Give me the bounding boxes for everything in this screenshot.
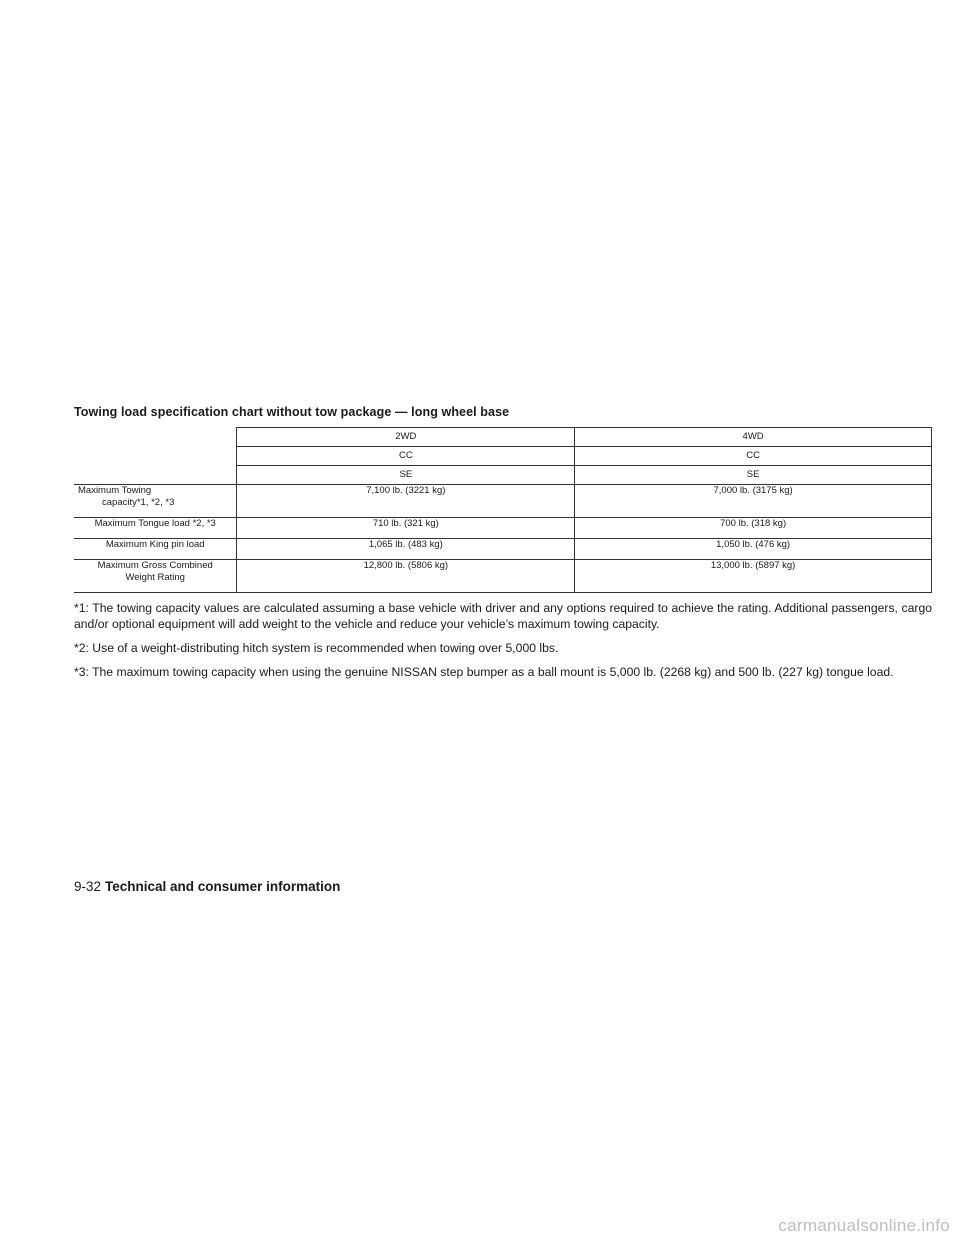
watermark-link[interactable]: carmanualsonline.info xyxy=(778,1216,950,1235)
row-label-line1: Maximum Tongue load *2, *3 xyxy=(94,518,216,529)
table-cell: 13,000 lb. (5897 kg) xyxy=(575,560,932,593)
table-header-row xyxy=(74,428,932,447)
row-label-line1: Maximum Towing xyxy=(78,485,152,496)
table-cell: 1,065 lb. (483 kg) xyxy=(237,539,575,560)
table-corner-cell xyxy=(74,428,237,485)
table-row xyxy=(74,485,932,518)
footnote: *1: The towing capacity values are calculated assuming a base vehicle with driver and any options required to achieve the rating. Additional passengers, cargo and/or optional equipment will add weight to the vehicle and reduce your vehicle’s maximum towing capacity. xyxy=(74,601,932,631)
section-title: Towing load specification chart without tow package — long wheel base xyxy=(74,405,510,419)
page-footer xyxy=(74,879,340,894)
table-row xyxy=(74,560,932,593)
header-cell: SE xyxy=(575,466,932,485)
header-cell: 4WD xyxy=(575,428,932,447)
table-cell: 7,100 lb. (3221 kg) xyxy=(237,485,575,518)
towing-spec-table xyxy=(74,427,932,593)
header-cell: CC xyxy=(237,447,575,466)
row-label-line2: Weight Rating xyxy=(125,572,185,583)
footer-section-title: Technical and consumer information xyxy=(105,879,341,894)
table-row xyxy=(74,518,932,539)
row-label-line1: Maximum Gross Combined xyxy=(97,560,213,571)
header-cell: SE xyxy=(237,466,575,485)
row-label xyxy=(74,518,237,539)
row-label xyxy=(74,485,237,518)
table-cell: 7,000 lb. (3175 kg) xyxy=(575,485,932,518)
table-cell: 12,800 lb. (5806 kg) xyxy=(237,560,575,593)
header-cell: 2WD xyxy=(237,428,575,447)
row-label-line1: Maximum King pin load xyxy=(105,539,205,550)
row-label xyxy=(74,539,237,560)
page-number: 9-32 xyxy=(74,879,102,894)
table-cell: 700 lb. (318 kg) xyxy=(575,518,932,539)
row-label-line2: capacity*1, *2, *3 xyxy=(102,497,175,508)
table-row xyxy=(74,539,932,560)
table-cell: 1,050 lb. (476 kg) xyxy=(575,539,932,560)
header-cell: CC xyxy=(575,447,932,466)
table-cell: 710 lb. (321 kg) xyxy=(237,518,575,539)
row-label xyxy=(74,560,237,593)
footnote: *3: The maximum towing capacity when using the genuine NISSAN step bumper as a ball mount is 5,000 lb. (2268 kg) and 500 lb. (227 kg) tongue load. xyxy=(74,665,894,679)
footnotes xyxy=(74,600,932,688)
footnote: *2: Use of a weight-distributing hitch system is recommended when towing over 5,000 lbs. xyxy=(74,641,559,655)
